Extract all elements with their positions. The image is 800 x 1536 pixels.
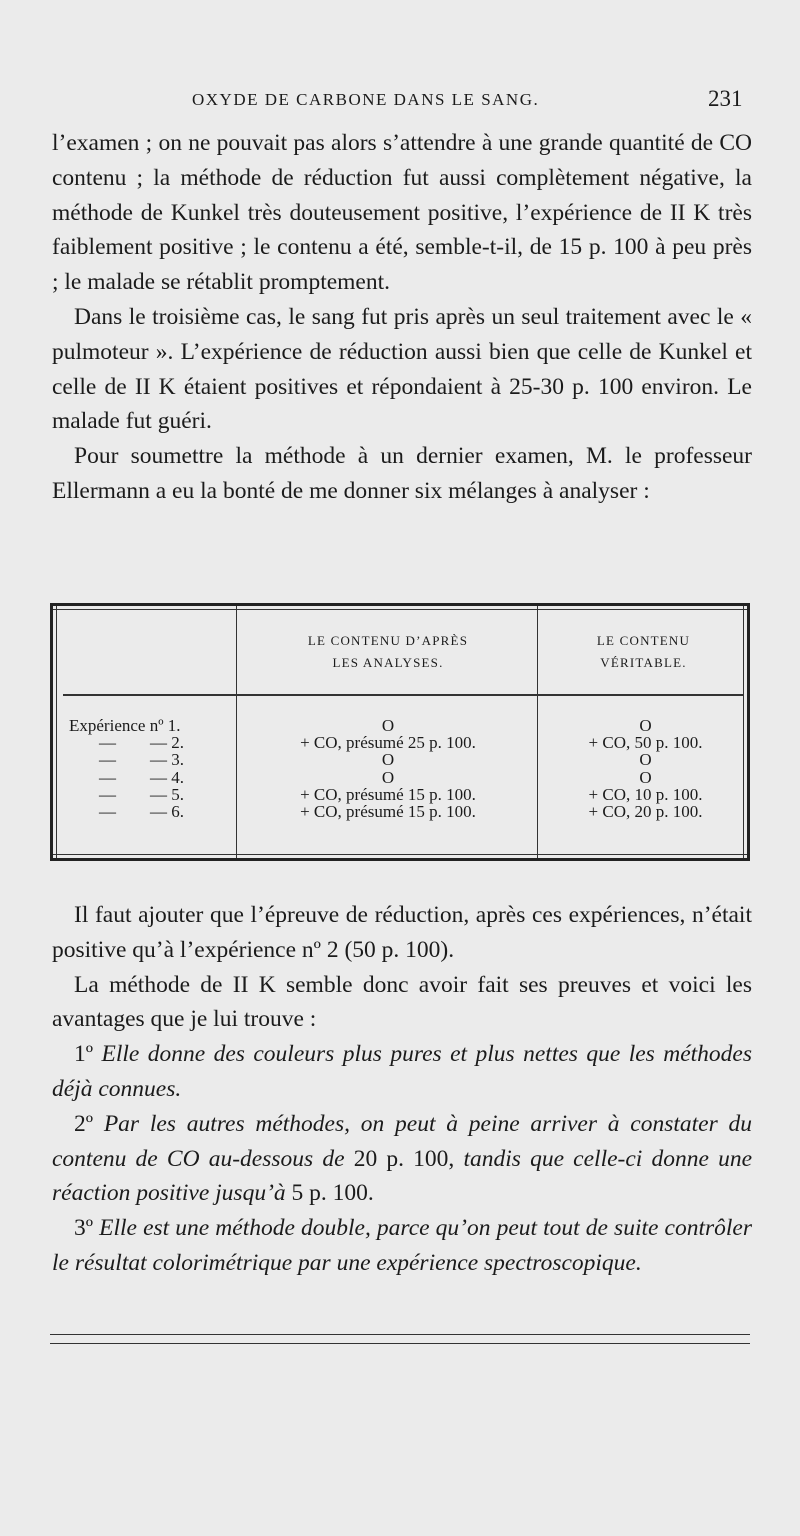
paragraph-4: Il faut ajouter que l’épreuve de réduction, après ces expériences, n’était positive qu’à l’expérience nº 2 (50 p. 100). (52, 902, 752, 963)
advantage-number: 2º (74, 1110, 94, 1137)
paragraph-3: Pour soumettre la méthode à un dernier examen, M. le professeur Ellermann a eu la bonté de me donner six mélanges à analyser : (52, 443, 752, 504)
table-row-label: — — 6. (99, 802, 184, 822)
table-row-label: — — 5. (99, 784, 184, 804)
table-cell-analyse: + CO, présumé 15 p. 100. (300, 802, 476, 822)
table-row-label: Expérience nº 1. (69, 716, 181, 735)
table-cell-analyse: O (381, 716, 395, 735)
advantage-text: Par les autres méthodes, on peut à peine arriver à constater du contenu de CO au-dessous de (52, 1110, 753, 1172)
table-cell-veritable: O (639, 716, 652, 735)
advantage-text: Elle donne des couleurs plus pures et plus nettes que les méthodes déjà connues. (52, 1041, 753, 1102)
advantage-text: Elle est une méthode double, parce qu’on peut tout de suite contrôler le résultat colorimétrique par une expérience spectroscopique. (52, 1215, 752, 1276)
page-number: 231 (708, 86, 743, 111)
advantage-number: 1º (74, 1041, 94, 1068)
paragraph-1: l’examen ; on ne pouvait pas alors s’attendre à une grande quantité de CO contenu ; la méthode de réduction fut aussi complètement négative, la méthode de Kunkel très douteusement positive, l’expérience de II K très faiblement positive ; le contenu a été, semble-t-il, de 15 p. 100 à peu près ; le malade se rétablit promptement. (52, 130, 752, 296)
table-header-rule (63, 694, 743, 696)
table-cell-analyse: + CO, présumé 25 p. 100. (300, 733, 476, 753)
bottom-rule (50, 1334, 750, 1335)
table-header-veritable: LE CONTENU VÉRITABLE. (596, 633, 691, 670)
table-header-analyses: LE CONTENU D’APRÈS LES ANALYSES. (307, 633, 469, 670)
table-row-label: — — 2. (99, 733, 184, 753)
table-cell-veritable: + CO, 50 p. 100. (588, 733, 703, 753)
table-inner-bottom-rule (53, 854, 747, 855)
advantage-1 (52, 1037, 752, 1107)
table-cell-analyse: O (381, 767, 395, 787)
advantage-text: tandis que celle-ci donne une réaction positive jusqu’à (52, 1145, 753, 1207)
table-cell-veritable: + CO, 10 p. 100. (588, 784, 703, 804)
page-header (0, 86, 800, 116)
body-text-top (52, 126, 752, 509)
table-column-experiment (69, 717, 239, 820)
advantage-3 (52, 1211, 752, 1281)
table-cell-veritable: O (639, 767, 652, 787)
body-text-bottom (52, 898, 752, 1281)
paragraph-5: La méthode de II K semble donc avoir fait ses preuves et voici les avantages que je lui trouve : (52, 971, 752, 1033)
results-table (50, 603, 750, 861)
running-title: OXYDE DE CARBONE DANS LE SANG. (192, 90, 540, 109)
table-row-label: — — 3. (99, 750, 184, 770)
bottom-rule (50, 1343, 750, 1344)
table-cell-analyse: + CO, présumé 15 p. 100. (300, 784, 476, 804)
table-row-label: — — 4. (99, 767, 184, 787)
advantage-value: 5 p. 100. (291, 1180, 374, 1207)
paragraph-2: Dans le troisième cas, le sang fut pris après un seul traitement avec le « pulmoteur ». L’expérience de réduction aussi bien que celle de Kunkel et celle de II K étaient positives et répondaient à 25-30 p. 100 environ. Le malade fut guéri. (52, 303, 752, 435)
table-column-analyses (243, 717, 533, 820)
table-column-veritable (543, 717, 748, 820)
table-inner-left-rule (56, 606, 57, 858)
table-cell-veritable: O (639, 750, 652, 770)
table-column-divider (537, 606, 538, 858)
advantage-number: 3º (74, 1215, 94, 1242)
advantage-2 (52, 1107, 752, 1211)
table-cell-analyse: O (381, 750, 395, 770)
table-inner-top-rule (53, 609, 747, 610)
advantage-value: 20 p. 100, (353, 1145, 455, 1172)
table-cell-veritable: + CO, 20 p. 100. (588, 802, 703, 822)
